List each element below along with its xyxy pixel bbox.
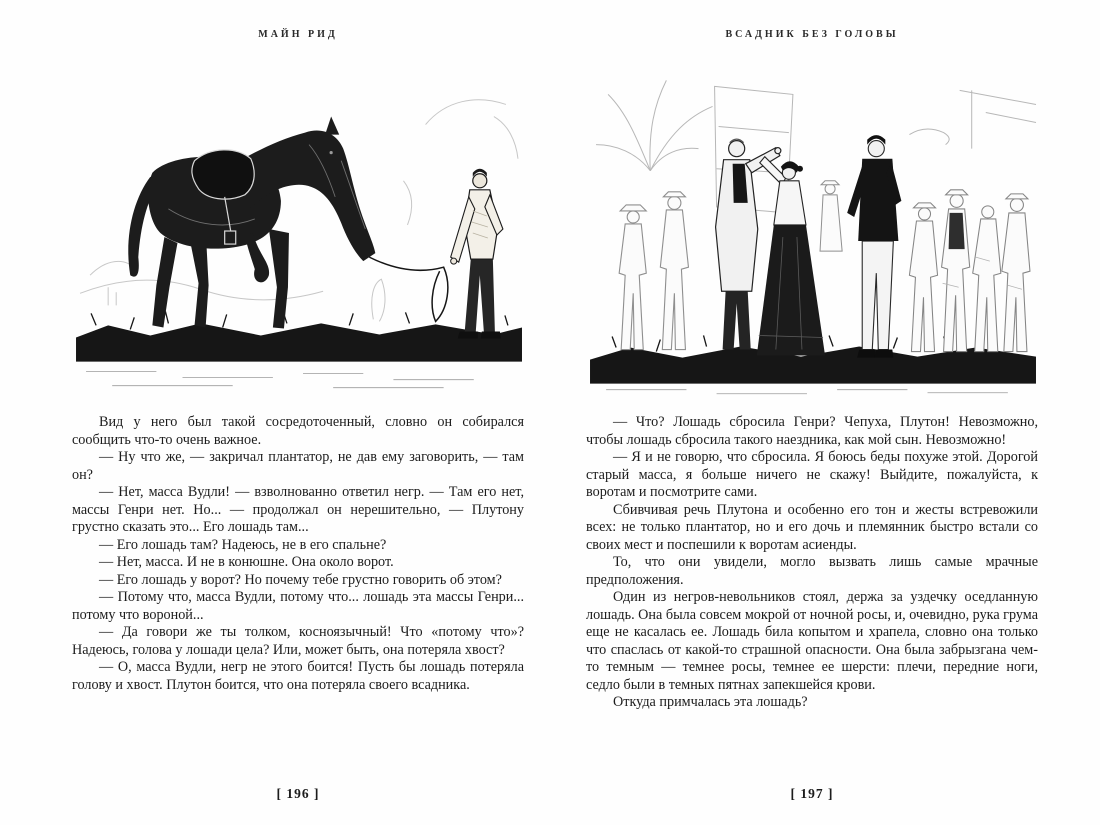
illustration-crowd-at-hacienda: [586, 60, 1038, 397]
engraving-crowd-scene: [586, 60, 1038, 397]
paragraph: Вид у него был такой сосредоточенный, словно он собирался сообщить что-то очень важное.: [72, 414, 524, 448]
background-figure-mid: [820, 181, 842, 251]
page-197: [586, 0, 1038, 825]
paragraph: Сбивчивая речь Плутона и особенно его тон и жесты встревожили всех: не только плантатор, но и его дочь и племянник быстро встали со своих мест и поспешили к воротам асиенды.: [586, 501, 1038, 553]
horse: [128, 117, 375, 329]
page-number-left: [ 196 ]: [276, 786, 320, 801]
paragraph: — Да говори же ты толком, косноязычный! Что «потому что»? Надеюсь, голова у лошади цела? Или, может быть, она потеряла хвост?: [72, 624, 524, 658]
paragraph: Откуда примчалась эта лошадь?: [613, 694, 808, 710]
running-header-author: МАЙН РИД: [258, 29, 338, 40]
page-number-right: [ 197 ]: [790, 786, 834, 801]
paragraph: — О, масса Вудли, негр не этого боится! Пусть бы лошадь потеряла голову и хвост. Плутон боится, что она потеряла своего всадника.: [72, 659, 524, 693]
page-197-text: [586, 414, 1038, 712]
crowd-figures-right: [909, 190, 1030, 352]
paragraph: — Нет, масса Вудли! — взволнованно ответил негр. — Там его нет, массы Генри нет. Но... — продолжал он нерешительно, — Плутону грустно сказать это... Его лошадь там...: [72, 484, 524, 535]
paragraph: — Я и не говорю, что сбросила. Я боюсь беды похуже этой. Дорогой старый масса, я больше ничего не скажу! Выйдите, пожалуйста, к воротам и посмотрите сами.: [586, 449, 1038, 500]
paragraph: Один из негров-невольников стоял, держа за уздечку оседланную лошадь. Она была совсем мокрой от ночной росы, и, очевидно, рука грума еще не касалась ее. Лошадь била копытом и храпела, словно она только что спаслась от какой-то страшной опасности. Она была забрызгана чем-то темным — темнее росы, темнее ее шерсти: плечи, передние ноги, седло были в темных пятнах запекшейся крови.: [586, 589, 1038, 693]
foreground-strokes: [606, 390, 1008, 394]
page-196: [72, 0, 524, 825]
paragraph: То, что они увидели, могло вызвать лишь самые мрачные предположения.: [586, 554, 1038, 588]
paragraph: — Что? Лошадь сбросила Генри? Чепуха, Плутон! Невозможно, чтобы лошадь сбросила такого наездника, как мой сын. Невозможно!: [586, 414, 1038, 448]
young-man-figure: [847, 135, 901, 357]
background-figures-left: [619, 192, 688, 350]
illustration-man-leading-horse: [72, 60, 524, 397]
paragraph: — Его лошадь там? Надеюсь, не в его спальне?: [99, 536, 387, 553]
running-header-title: ВСАДНИК БЕЗ ГОЛОВЫ: [725, 29, 899, 40]
page-196-text: [72, 414, 524, 694]
foreground-strokes: [86, 372, 474, 388]
paragraph: — Его лошадь у ворот? Но почему тебе грустно говорить об этом?: [99, 571, 502, 588]
background-sketch: [596, 80, 1036, 213]
paragraph: — Ну что же, — закричал плантатор, не дав ему заговорить, — там он?: [72, 449, 524, 483]
man-figure: [451, 169, 503, 339]
horse-eye: [330, 151, 333, 154]
engraving-horse-scene: [72, 60, 524, 397]
paragraph: — Потому что, масса Вудли, потому что... лошадь эта массы Генри... потому что вороной...: [72, 589, 524, 623]
paragraph: — Нет, масса. И не в конюшне. Она около ворот.: [99, 554, 394, 570]
woman-figure: [757, 157, 825, 356]
ground: [76, 323, 522, 361]
rein: [369, 257, 448, 321]
